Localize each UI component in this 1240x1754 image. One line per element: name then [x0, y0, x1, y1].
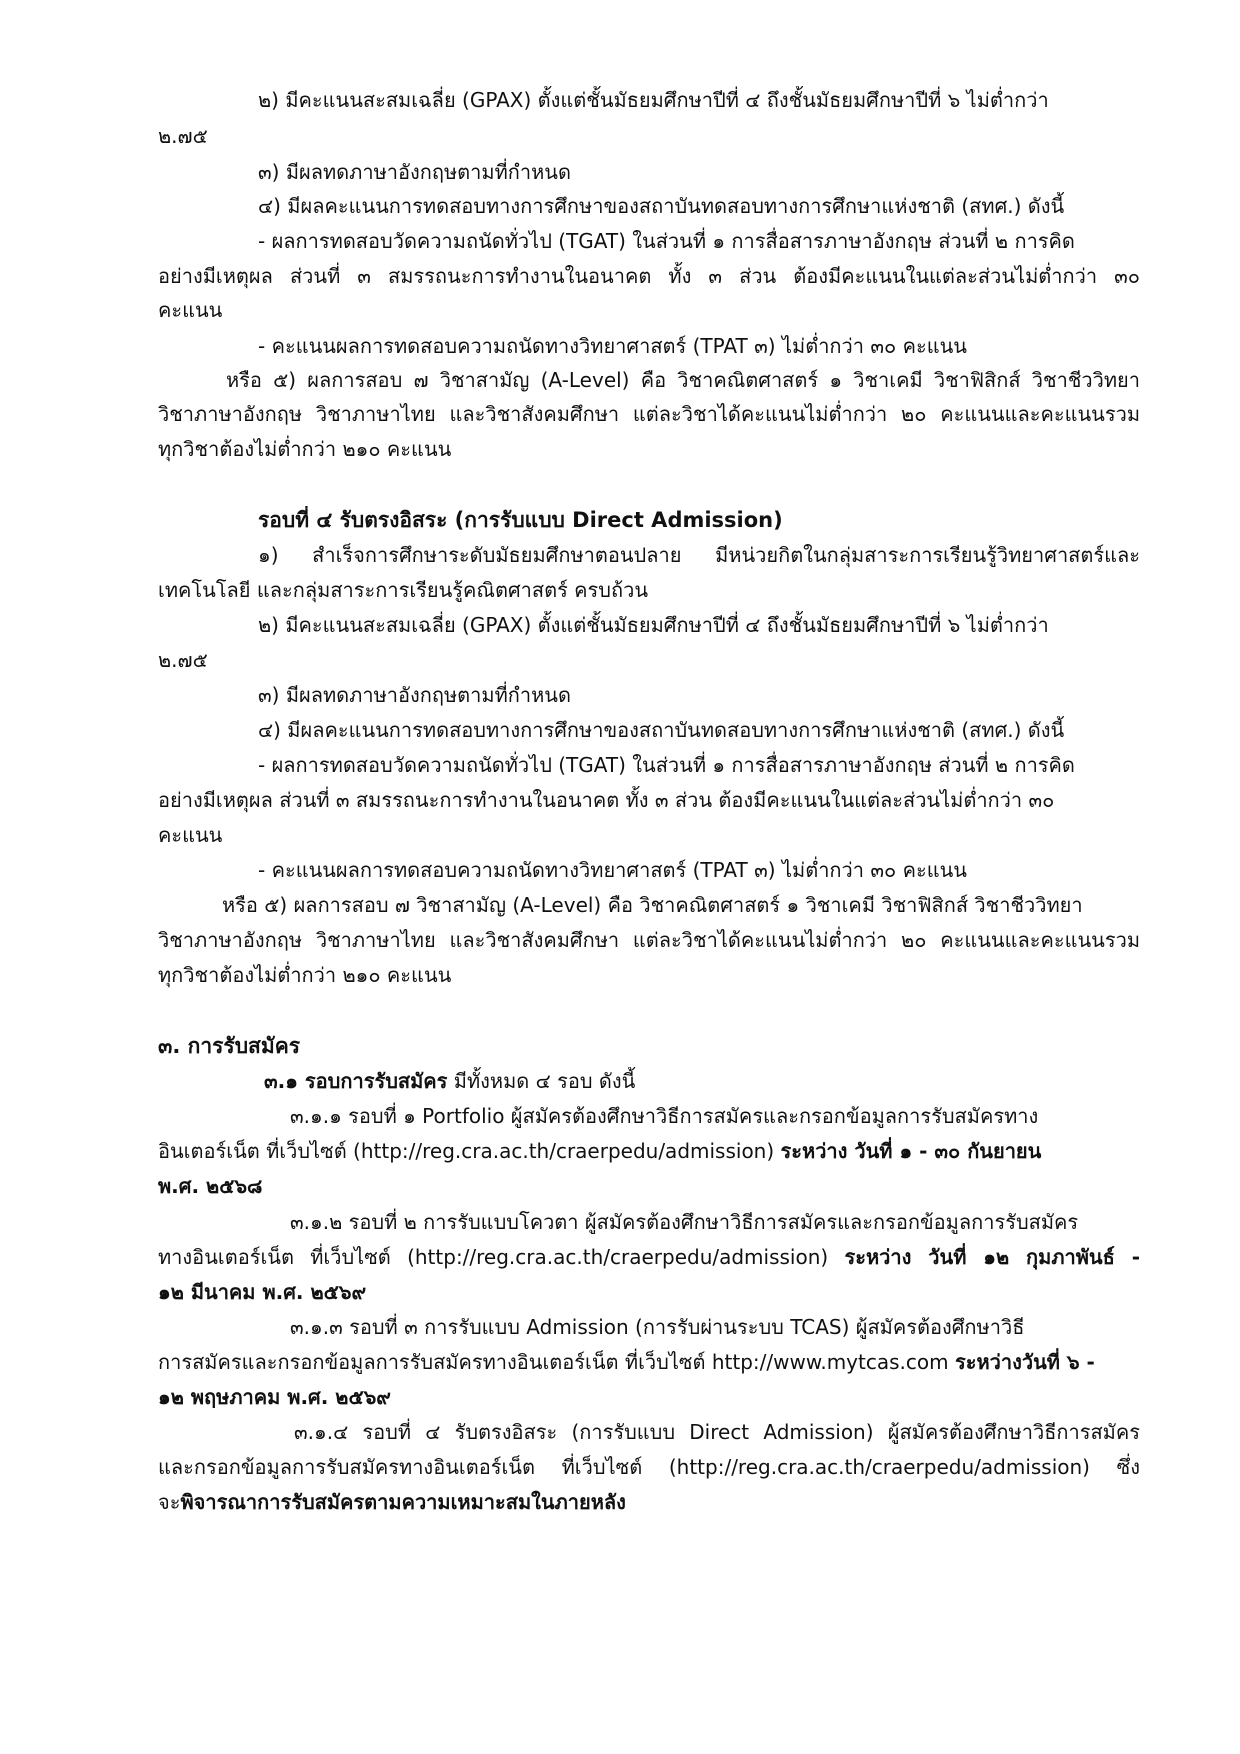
round4-edu-line-2: เทคโนโลยี และกลุ่มสาระการเรียนรู้คณิตศาสตร์ ครบถ้วน — [158, 578, 649, 602]
round4-niets-line: ๔) มีผลคะแนนการทดสอบทางการศึกษาของสถาบันทดสอบทางการศึกษาแห่งชาติ (สทศ.) ดังนี้ — [258, 718, 1065, 742]
round4-apply-prefix: จะ — [158, 1490, 181, 1514]
round2-apply-year: ๑๒ มีนาคม พ.ศ. ๒๕๖๙ — [158, 1280, 367, 1304]
round4-tpat-line: - คะแนนผลการทดสอบความถนัดทางวิทยาศาสตร์ (TPAT ๓) ไม่ต่ำกว่า ๓๐ คะแนน — [258, 858, 967, 882]
round3-tgat-line-2: อย่างมีเหตุผล ส่วนที่ ๓ สมรรถนะการทำงานในอนาคต ทั้ง ๓ ส่วน ต้องมีคะแนนในแต่ละส่วนไม่ต่ำกว่า ๓๐ — [158, 264, 1140, 288]
round3-apply-line-2 — [158, 1348, 1140, 1376]
round4-gpax-line: ๒) มีคะแนนสะสมเฉลี่ย (GPAX) ตั้งแต่ชั้นมัธยมศึกษาปีที่ ๔ ถึงชั้นมัธยมศึกษาปีที่ ๖ ไม่ต่ำกว่า — [258, 613, 1049, 637]
section3-heading: ๓. การรับสมัคร — [158, 1034, 301, 1058]
round3-gpax-value: ๒.๗๕ — [158, 124, 208, 148]
round4-apply-line-3 — [158, 1488, 1140, 1516]
round3-apply-url-text: การสมัครและกรอกข้อมูลการรับสมัครทางอินเตอร์เน็ต ที่เว็บไซต์ http://www.mytcas.com — [158, 1350, 955, 1374]
round4-english-line: ๓) มีผลทดภาษาอังกฤษตามที่กำหนด — [258, 683, 571, 707]
round1-apply-url-text: อินเตอร์เน็ต ที่เว็บไซต์ (http://reg.cra.ac.th/craerpedu/admission) — [158, 1139, 781, 1163]
round4-apply-line-1: ๓.๑.๔ รอบที่ ๔ รับตรงอิสระ (การรับแบบ Direct Admission) ผู้สมัครต้องศึกษาวิธีการสมัคร — [294, 1420, 1140, 1444]
round3-niets-line: ๔) มีผลคะแนนการทดสอบทางการศึกษาของสถาบันทดสอบทางการศึกษาแห่งชาติ (สทศ.) ดังนี้ — [258, 194, 1065, 218]
round4-tgat-line-2: อย่างมีเหตุผล ส่วนที่ ๓ สมรรถนะการทำงานในอนาคต ทั้ง ๓ ส่วน ต้องมีคะแนนในแต่ละส่วนไม่ต่ำกว่า ๓๐ — [158, 788, 1055, 812]
round4-alevel-line-1: หรือ ๕) ผลการสอบ ๗ วิชาสามัญ (A-Level) คือ วิชาคณิตศาสตร์ ๑ วิชาเคมี วิชาฟิสิกส์ วิชาชีววิทยา — [222, 893, 1083, 917]
round3-tgat-line-3: คะแนน — [158, 298, 223, 322]
round3-tpat-line: - คะแนนผลการทดสอบความถนัดทางวิทยาศาสตร์ (TPAT ๓) ไม่ต่ำกว่า ๓๐ คะแนน — [258, 334, 967, 358]
round4-tgat-line-1: - ผลการทดสอบวัดความถนัดทั่วไป (TGAT) ในส่วนที่ ๑ การสื่อสารภาษาอังกฤษ ส่วนที่ ๒ การคิด — [258, 753, 1075, 777]
round4-apply-line-2: และกรอกข้อมูลการรับสมัครทางอินเตอร์เน็ต ที่เว็บไซต์ (http://reg.cra.ac.th/craerpedu/admission) ซึ่ง — [158, 1455, 1140, 1479]
round2-apply-line-1: ๓.๑.๒ รอบที่ ๒ การรับแบบโควตา ผู้สมัครต้องศึกษาวิธีการสมัครและกรอกข้อมูลการรับสมัคร — [290, 1210, 1079, 1234]
round4-heading: รอบที่ ๔ รับตรงอิสระ (การรับแบบ Direct Admission) — [258, 508, 783, 532]
round4-edu-line-1: ๑) สำเร็จการศึกษาระดับมัธยมศึกษาตอนปลาย มีหน่วยกิตในกลุ่มสาระการเรียนรู้วิทยาศาสตร์และ — [258, 543, 1140, 567]
round3-tgat-line-1: - ผลการทดสอบวัดความถนัดทั่วไป (TGAT) ในส่วนที่ ๑ การสื่อสารภาษาอังกฤษ ส่วนที่ ๒ การคิด — [258, 229, 1075, 253]
section3-1-heading — [264, 1067, 1140, 1095]
round3-apply-year: ๑๒ พฤษภาคม พ.ศ. ๒๕๖๙ — [158, 1385, 391, 1409]
round3-apply-line-1: ๓.๑.๓ รอบที่ ๓ การรับแบบ Admission (การรับผ่านระบบ TCAS) ผู้สมัครต้องศึกษาวิธี — [290, 1315, 1025, 1339]
round1-apply-line-1: ๓.๑.๑ รอบที่ ๑ Portfolio ผู้สมัครต้องศึกษาวิธีการสมัครและกรอกข้อมูลการรับสมัครทาง — [290, 1104, 1039, 1128]
round3-alevel-line-3: ทุกวิชาต้องไม่ต่ำกว่า ๒๑๐ คะแนน — [158, 437, 452, 461]
round4-alevel-line-2: วิชาภาษาอังกฤษ วิชาภาษาไทย และวิชาสังคมศึกษา แต่ละวิชาได้คะแนนไม่ต่ำกว่า ๒๐ คะแนนและคะแนนรวม — [158, 928, 1140, 952]
round3-alevel-line-2: วิชาภาษาอังกฤษ วิชาภาษาไทย และวิชาสังคมศึกษา แต่ละวิชาได้คะแนนไม่ต่ำกว่า ๒๐ คะแนนและคะแนนรวม — [158, 402, 1140, 426]
round4-gpax-value: ๒.๗๕ — [158, 648, 208, 672]
round2-apply-dates: ระหว่าง วันที่ ๑๒ กุมภาพันธ์ - — [844, 1245, 1140, 1269]
round2-apply-line-2 — [158, 1243, 1140, 1271]
round1-apply-line-2 — [158, 1137, 1140, 1165]
section3-1-heading-rest: มีทั้งหมด ๔ รอบ ดังนี้ — [447, 1069, 636, 1093]
round4-tgat-line-3: คะแนน — [158, 823, 223, 847]
section3-1-heading-bold: ๓.๑ รอบการรับสมัคร — [264, 1069, 448, 1093]
round1-apply-dates: ระหว่าง วันที่ ๑ - ๓๐ กันยายน — [780, 1139, 1042, 1163]
round3-apply-dates: ระหว่างวันที่ ๖ - — [954, 1350, 1095, 1374]
round4-alevel-line-3: ทุกวิชาต้องไม่ต่ำกว่า ๒๑๐ คะแนน — [158, 963, 452, 987]
round3-english-line: ๓) มีผลทดภาษาอังกฤษตามที่กำหนด — [258, 160, 571, 184]
round2-apply-url-text: ทางอินเตอร์เน็ต ที่เว็บไซต์ (http://reg.cra.ac.th/craerpedu/admission) — [158, 1245, 845, 1269]
round4-apply-note: พิจารณาการรับสมัครตามความเหมาะสมในภายหลัง — [180, 1490, 626, 1514]
round3-alevel-line-1: หรือ ๕) ผลการสอบ ๗ วิชาสามัญ (A-Level) คือ วิชาคณิตศาสตร์ ๑ วิชาเคมี วิชาฟิสิกส์ วิชาชีววิทยา — [226, 368, 1140, 392]
round3-gpax-line: ๒) มีคะแนนสะสมเฉลี่ย (GPAX) ตั้งแต่ชั้นมัธยมศึกษาปีที่ ๔ ถึงชั้นมัธยมศึกษาปีที่ ๖ ไม่ต่ำกว่า — [258, 88, 1049, 112]
round1-apply-year: พ.ศ. ๒๕๖๘ — [158, 1174, 263, 1198]
